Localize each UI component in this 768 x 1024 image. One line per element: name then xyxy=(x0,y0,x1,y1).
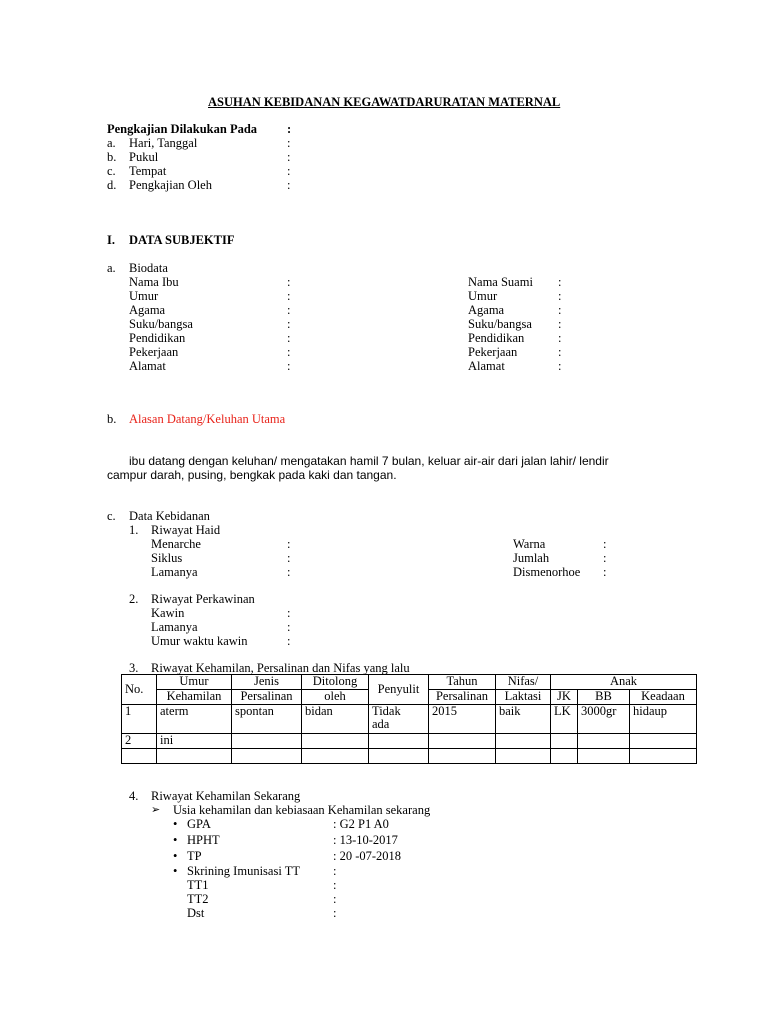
biodata-ibu-label: Suku/bangsa xyxy=(129,317,193,331)
alasan-text-line2: campur darah, pusing, bengkak pada kaki dan tangan. xyxy=(107,468,397,482)
header-jk: JK xyxy=(551,690,578,705)
haid-label: Lamanya xyxy=(151,565,198,579)
document-title: ASUHAN KEBIDANAN KEGAWATDARURATAN MATERNAL xyxy=(208,95,561,109)
biodata-ibu-label: Alamat xyxy=(129,359,166,373)
cell-ditolong xyxy=(302,749,369,764)
pengkajian-label-oleh: Pengkajian Oleh xyxy=(129,178,212,192)
cell-penyulit xyxy=(369,749,429,764)
header-ditolong: Ditolong xyxy=(302,675,369,690)
colon: : xyxy=(287,537,291,551)
biodata-title: Biodata xyxy=(129,261,168,275)
haid-label: Jumlah xyxy=(513,551,550,565)
colon: : xyxy=(287,345,291,359)
cell-tahun: 2015 xyxy=(429,705,496,734)
kawin-label: Kawin xyxy=(151,606,185,620)
colon: : xyxy=(287,317,291,331)
sekarang-value-hpht: : 13-10-2017 xyxy=(333,833,398,847)
biodata-mark: a. xyxy=(107,261,116,275)
colon: : xyxy=(558,289,562,303)
tt-label: TT1 xyxy=(187,878,209,892)
kawin-label: Lamanya xyxy=(151,620,198,634)
colon: : xyxy=(287,150,291,164)
cell-bb xyxy=(578,734,630,749)
cell-no: 1 xyxy=(122,705,157,734)
sekarang-label-skrining: Skrining Imunisasi TT xyxy=(187,864,300,878)
header-bb: BB xyxy=(578,690,630,705)
colon: : xyxy=(558,275,562,289)
header-tahun-persalinan: Persalinan xyxy=(429,690,496,705)
sekarang-subtitle: Usia kehamilan dan kebiasaan Kehamilan sekarang xyxy=(173,803,431,817)
biodata-suami-label: Umur xyxy=(468,289,498,303)
biodata-suami-label: Alamat xyxy=(468,359,505,373)
cell-keadaan: hidaup xyxy=(630,705,697,734)
colon: : xyxy=(558,345,562,359)
kawin-number: 2. xyxy=(129,592,139,606)
colon: : xyxy=(287,634,291,648)
colon: : xyxy=(603,565,607,579)
biodata-suami-label: Pendidikan xyxy=(468,331,525,345)
cell-no xyxy=(122,749,157,764)
kawin-title: Riwayat Perkawinan xyxy=(151,592,255,606)
table-row xyxy=(122,749,697,764)
cell-penyulit: Tidak ada xyxy=(369,705,429,734)
haid-label: Dismenorhoe xyxy=(513,565,581,579)
header-no: No. xyxy=(122,675,157,705)
pengkajian-heading: Pengkajian Dilakukan Pada xyxy=(107,122,258,136)
biodata-suami-label: Suku/bangsa xyxy=(468,317,532,331)
tt-label: Dst xyxy=(187,906,205,920)
cell-nifas xyxy=(496,734,551,749)
biodata-ibu-label: Nama Ibu xyxy=(129,275,179,289)
haid-label: Warna xyxy=(513,537,546,551)
header-kehamilan: Kehamilan xyxy=(157,690,232,705)
tt-label: TT2 xyxy=(187,892,209,906)
sekarang-value-skrining: : xyxy=(333,864,337,878)
sekarang-value-tp: : 20 -07-2018 xyxy=(333,849,402,863)
haid-number: 1. xyxy=(129,523,139,537)
header-keadaan: Keadaan xyxy=(630,690,697,705)
kebidanan-mark: c. xyxy=(107,509,116,523)
cell-jenis xyxy=(232,734,302,749)
cell-jenis xyxy=(232,749,302,764)
header-jenis: Jenis xyxy=(232,675,302,690)
haid-label: Siklus xyxy=(151,551,183,565)
cell-tahun xyxy=(429,749,496,764)
kehamilan-lalu-number: 3. xyxy=(129,661,139,675)
colon: : xyxy=(287,359,291,373)
table-row xyxy=(122,705,697,734)
sekarang-label-gpa: GPA xyxy=(187,817,211,831)
kawin-label: Umur waktu kawin xyxy=(151,634,248,648)
tt-value: : xyxy=(333,878,337,892)
colon: : xyxy=(287,289,291,303)
alasan-title: Alasan Datang/Keluhan Utama xyxy=(129,412,286,426)
biodata-suami-label: Nama Suami xyxy=(468,275,533,289)
biodata-suami-label: Agama xyxy=(468,303,505,317)
riwayat-kehamilan-table xyxy=(121,674,697,764)
cell-keadaan xyxy=(630,749,697,764)
colon: : xyxy=(287,565,291,579)
biodata-ibu-label: Pendidikan xyxy=(129,331,186,345)
cell-jk: LK xyxy=(551,705,578,734)
cell-jk xyxy=(551,734,578,749)
cell-nifas xyxy=(496,749,551,764)
colon: : xyxy=(287,606,291,620)
header-anak: Anak xyxy=(551,675,697,690)
cell-penyulit xyxy=(369,734,429,749)
colon: : xyxy=(287,164,291,178)
header-penyulit: Penyulit xyxy=(369,675,429,705)
bullet-icon: • xyxy=(173,817,178,831)
cell-tahun xyxy=(429,734,496,749)
sekarang-label-hpht: HPHT xyxy=(187,833,220,847)
tt-value: : xyxy=(333,906,337,920)
pengkajian-label-pukul: Pukul xyxy=(129,150,159,164)
colon: : xyxy=(287,331,291,345)
haid-label: Menarche xyxy=(151,537,201,551)
cell-umur: ini xyxy=(157,734,232,749)
header-tahun: Tahun xyxy=(429,675,496,690)
sekarang-number: 4. xyxy=(129,789,139,803)
colon: : xyxy=(558,317,562,331)
colon: : xyxy=(287,551,291,565)
colon: : xyxy=(603,551,607,565)
colon: : xyxy=(287,275,291,289)
header-nifas: Nifas/ xyxy=(496,675,551,690)
pengkajian-mark-b: b. xyxy=(107,150,117,164)
biodata-suami-label: Pekerjaan xyxy=(468,345,518,359)
colon: : xyxy=(558,331,562,345)
biodata-ibu-label: Umur xyxy=(129,289,159,303)
pengkajian-label-hari: Hari, Tanggal xyxy=(129,136,198,150)
header-umur: Umur xyxy=(157,675,232,690)
cell-no: 2 xyxy=(122,734,157,749)
colon: : xyxy=(287,122,292,136)
bullet-icon: • xyxy=(173,833,178,847)
tt-value: : xyxy=(333,892,337,906)
sekarang-title: Riwayat Kehamilan Sekarang xyxy=(151,789,301,803)
colon: : xyxy=(558,303,562,317)
cell-nifas: baik xyxy=(496,705,551,734)
alasan-mark: b. xyxy=(107,412,117,426)
bullet-icon: • xyxy=(173,864,178,878)
cell-umur: aterm xyxy=(157,705,232,734)
pengkajian-mark-d: d. xyxy=(107,178,117,192)
header-persalinan: Persalinan xyxy=(232,690,302,705)
biodata-ibu-label: Pekerjaan xyxy=(129,345,179,359)
colon: : xyxy=(603,537,607,551)
kehamilan-lalu-title: Riwayat Kehamilan, Persalinan dan Nifas yang lalu xyxy=(151,661,410,675)
colon: : xyxy=(287,178,291,192)
colon: : xyxy=(287,303,291,317)
sekarang-value-gpa: : G2 P1 A0 xyxy=(333,817,389,831)
cell-bb: 3000gr xyxy=(578,705,630,734)
cell-jk xyxy=(551,749,578,764)
sekarang-label-tp: TP xyxy=(187,849,202,863)
cell-ditolong xyxy=(302,734,369,749)
pengkajian-mark-a: a. xyxy=(107,136,116,150)
section-number: I. xyxy=(107,233,115,247)
header-laktasi: Laktasi xyxy=(496,690,551,705)
arrow-bullet-icon: ➢ xyxy=(151,804,161,816)
kebidanan-title: Data Kebidanan xyxy=(129,509,210,523)
colon: : xyxy=(287,620,291,634)
biodata-ibu-label: Agama xyxy=(129,303,166,317)
cell-bb xyxy=(578,749,630,764)
pengkajian-label-tempat: Tempat xyxy=(129,164,167,178)
section-title: DATA SUBJEKTIF xyxy=(129,233,235,247)
pengkajian-mark-c: c. xyxy=(107,164,116,178)
haid-title: Riwayat Haid xyxy=(151,523,221,537)
colon: : xyxy=(558,359,562,373)
cell-ditolong: bidan xyxy=(302,705,369,734)
alasan-text-line1: ibu datang dengan keluhan/ mengatakan hamil 7 bulan, keluar air-air dari jalan lahir/ lendir xyxy=(129,454,609,468)
cell-umur xyxy=(157,749,232,764)
bullet-icon: • xyxy=(173,849,178,863)
header-oleh: oleh xyxy=(302,690,369,705)
table-row xyxy=(122,734,697,749)
cell-keadaan xyxy=(630,734,697,749)
cell-jenis: spontan xyxy=(232,705,302,734)
colon: : xyxy=(287,136,291,150)
